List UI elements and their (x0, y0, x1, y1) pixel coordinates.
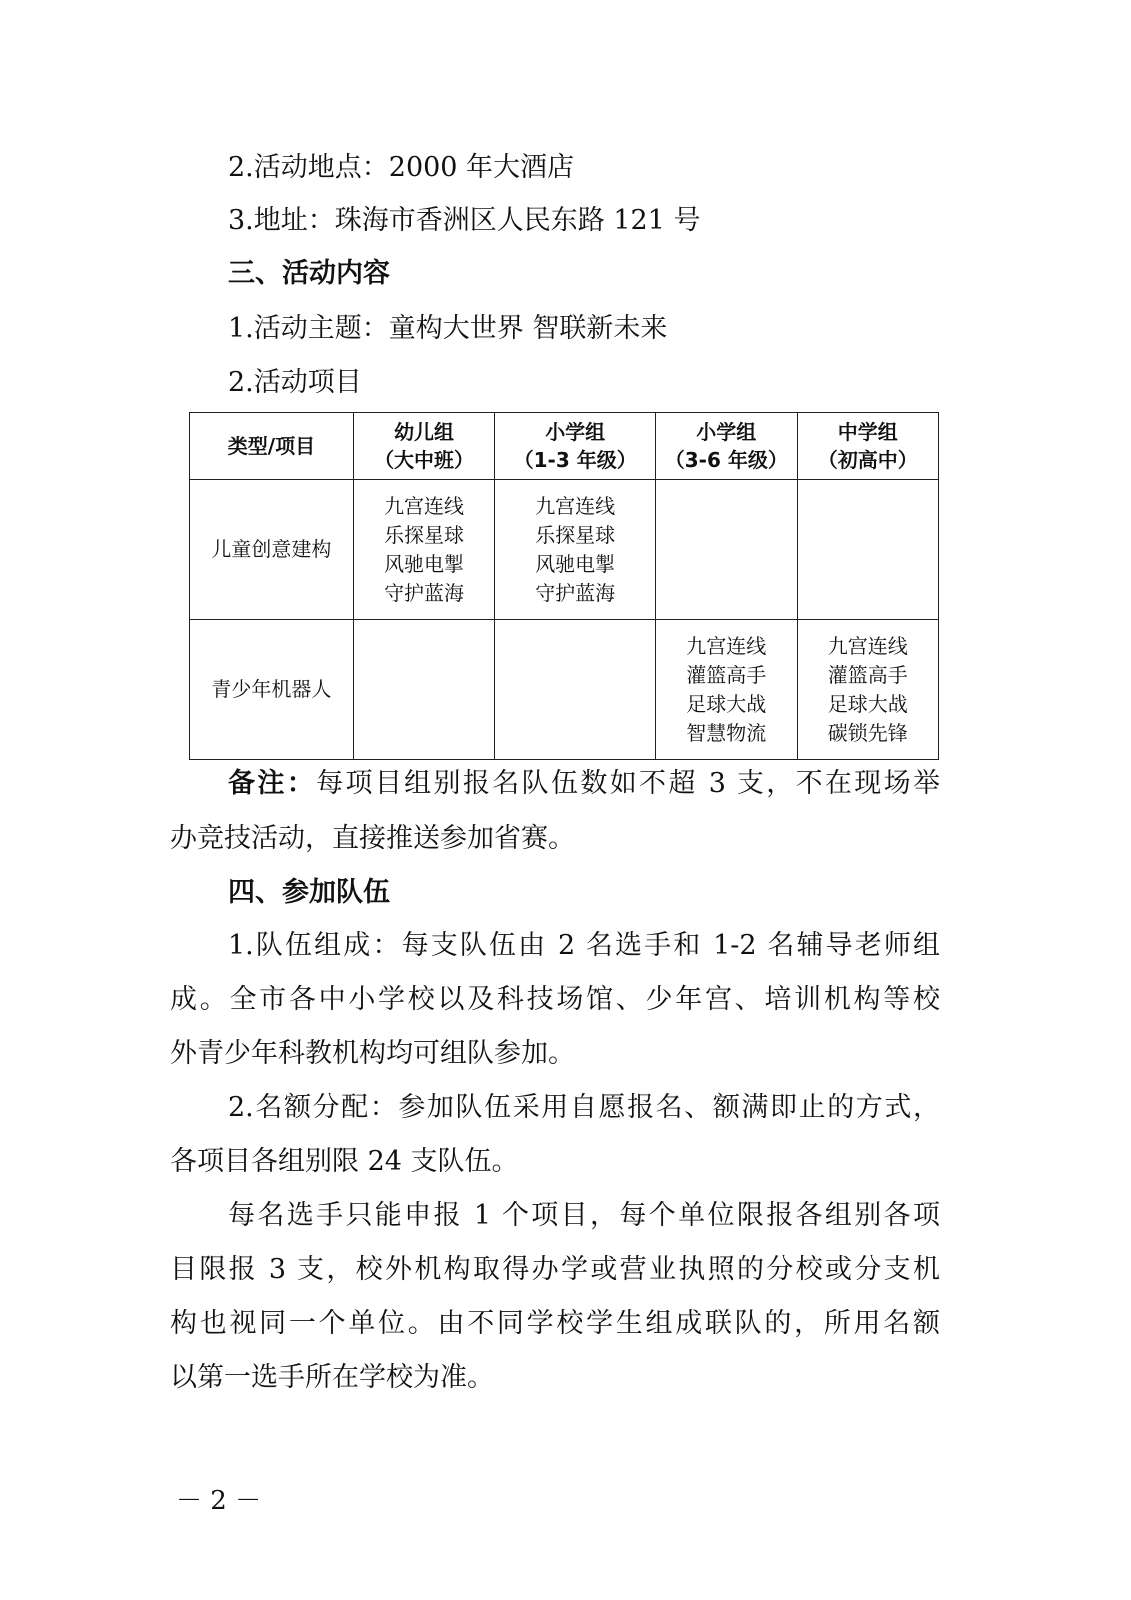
paragraph-line: 以第一选手所在学校为准。 (170, 1362, 494, 1393)
table-cell: 九宫连线 乐探星球 风驰电掣 守护蓝海 (353, 480, 494, 620)
column-header-kindergarten: 幼儿组 （大中班） (353, 413, 494, 480)
table-row (190, 620, 939, 760)
table-cell-empty (656, 480, 797, 620)
paragraph-line: 1.队伍组成：每支队伍由 2 名选手和 1-2 名辅导老师组 (228, 930, 940, 961)
table-cell-empty (797, 480, 938, 620)
paragraph-line: 2.名额分配：参加队伍采用自愿报名、额满即止的方式， (228, 1092, 940, 1123)
activity-location-line: 2.活动地点：2000 年大酒店 (228, 152, 575, 183)
table-row (190, 480, 939, 620)
paragraph-line: 构也视同一个单位。由不同学校学生组成联队的，所用名额 (170, 1308, 940, 1339)
activity-theme-line: 1.活动主题：童构大世界 智联新未来 (228, 313, 668, 344)
row-category-cell: 青少年机器人 (190, 620, 354, 760)
table-cell-empty (495, 620, 656, 760)
note-label: 备注： (228, 768, 317, 799)
paragraph-line: 目限报 3 支，校外机构取得办学或营业执照的分校或分支机 (170, 1254, 940, 1285)
paragraph-line: 每名选手只能申报 1 个项目，每个单位限报各组别各项 (228, 1200, 940, 1231)
table-cell: 九宫连线 灌篮高手 足球大战 智慧物流 (656, 620, 797, 760)
note-text: 每项目组别报名队伍数如不超 3 支，不在现场举 (316, 768, 941, 799)
page-number: － 2 － (176, 1486, 262, 1516)
table-cell: 九宫连线 灌篮高手 足球大战 碳锁先锋 (797, 620, 938, 760)
column-header-primary-3-6: 小学组 （3-6 年级） (656, 413, 797, 480)
table-cell-empty (353, 620, 494, 760)
paragraph-line: 成。全市各中小学校以及科技场馆、少年宫、培训机构等校 (170, 984, 940, 1015)
column-header-primary-1-3: 小学组 （1-3 年级） (495, 413, 656, 480)
table-corner-header: 类型/项目 (190, 413, 354, 480)
activity-items-table (189, 412, 939, 760)
paragraph-line: 外青少年科教机构均可组队参加。 (170, 1038, 575, 1069)
paragraph-line: 各项目各组别限 24 支队伍。 (170, 1146, 519, 1177)
row-category-cell: 儿童创意建构 (190, 480, 354, 620)
table-header-row (190, 413, 939, 480)
activity-items-heading: 2.活动项目 (228, 367, 362, 398)
table-cell: 九宫连线 乐探星球 风驰电掣 守护蓝海 (495, 480, 656, 620)
column-header-secondary: 中学组 （初高中） (797, 413, 938, 480)
activity-address-line: 3.地址：珠海市香洲区人民东路 121 号 (228, 205, 701, 236)
section-3-heading: 三、活动内容 (228, 258, 390, 289)
note-paragraph-line: 办竞技活动，直接推送参加省赛。 (170, 823, 575, 854)
section-4-heading: 四、参加队伍 (228, 877, 390, 908)
note-paragraph-line (228, 764, 940, 804)
